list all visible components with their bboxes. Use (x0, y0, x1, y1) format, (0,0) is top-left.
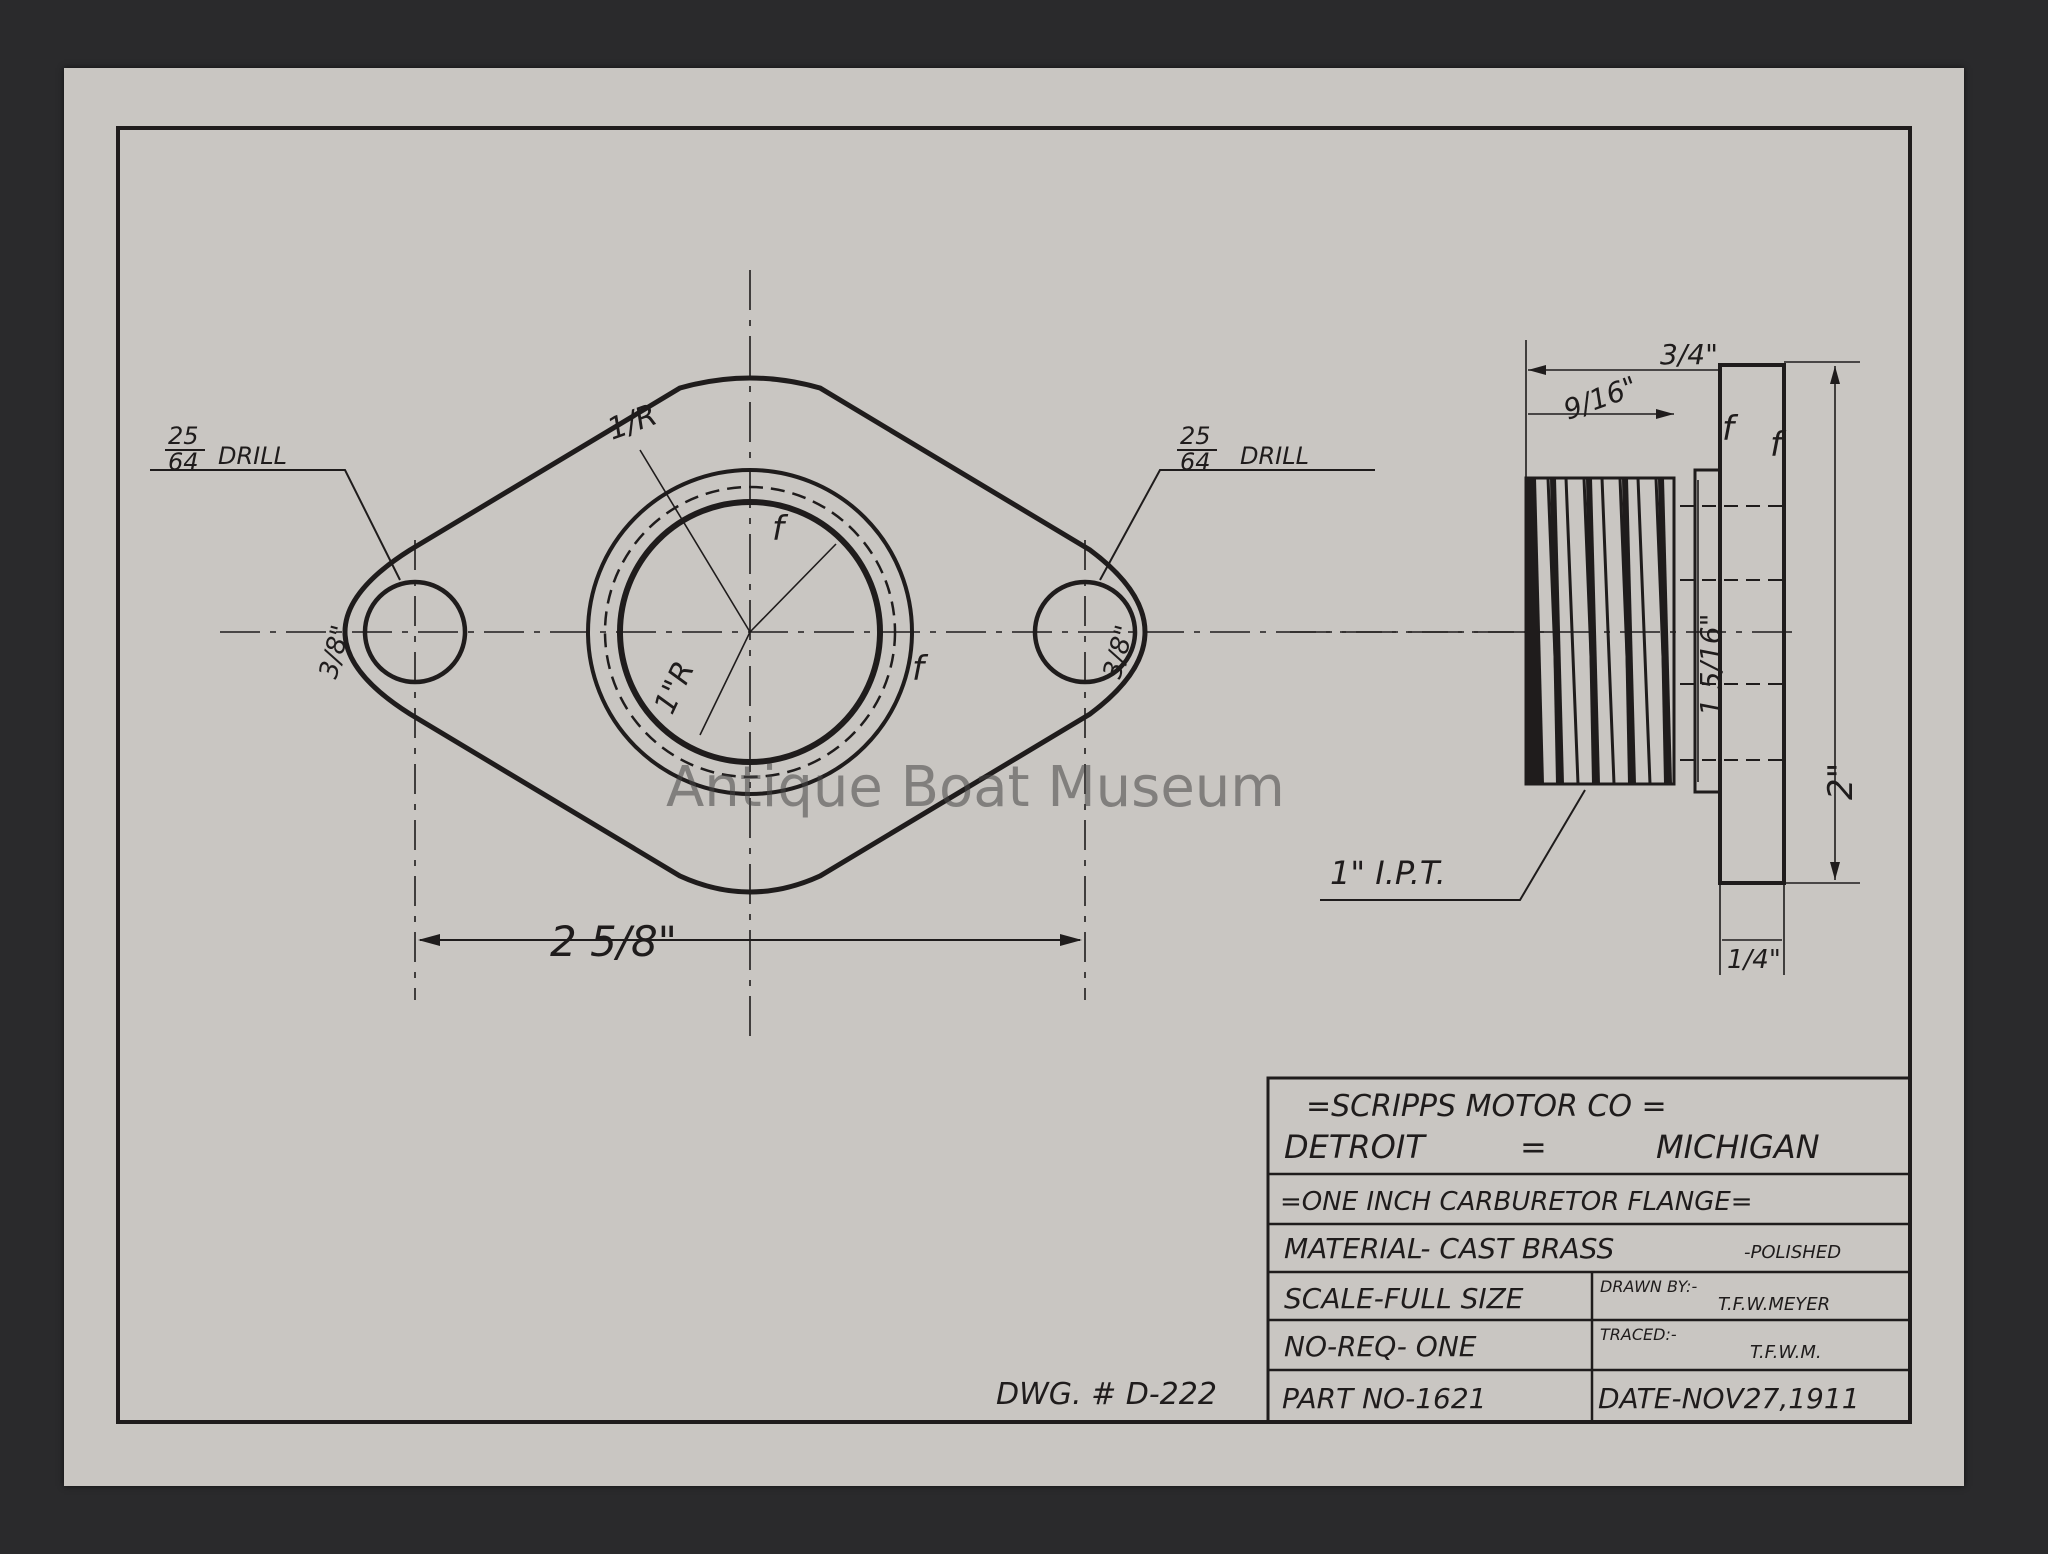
thread-teeth (1526, 478, 1672, 784)
thread-section (1526, 478, 1674, 784)
arrow-side-4 (1830, 862, 1840, 880)
scale-label: SCALE-FULL SIZE (1284, 1282, 1524, 1315)
flange-thickness-label: 1/4" (1727, 945, 1781, 975)
arrow-side-2 (1656, 409, 1674, 419)
required-label: NO-REQ- ONE (1284, 1330, 1477, 1363)
center-spacing-label: 2 5/8" (550, 917, 677, 966)
finish-mark-side-1: f (1722, 409, 1734, 449)
drawn-by-label: DRAWN BY:- (1600, 1277, 1698, 1296)
side-view (1290, 338, 1861, 975)
part-number: PART NO-1621 (1282, 1382, 1487, 1415)
radius-leader-inner (750, 544, 836, 632)
traced-label: TRACED:- (1600, 1325, 1677, 1344)
thread-callout-label: 1" I.P.T. (1330, 854, 1446, 892)
drill-left-denominator: 64 (168, 448, 199, 476)
drill-left-label: DRILL (218, 442, 287, 470)
date-label: DATE-NOV27,1911 (1598, 1382, 1860, 1415)
finish-mark-flange: f (912, 649, 924, 689)
watermark: Antique Boat Museum (666, 755, 1285, 820)
drill-left-numerator: 25 (168, 422, 199, 450)
part-name: =ONE INCH CARBURETOR FLANGE= (1280, 1187, 1753, 1217)
front-view (150, 270, 1560, 1040)
thickness-overall-label: 3/4" (1660, 338, 1718, 371)
traced-name: T.F.W.M. (1750, 1342, 1822, 1363)
radius-outer-label: 1/R (602, 397, 662, 448)
finish-mark-side-2: f (1770, 425, 1782, 465)
company-separator: = (1520, 1128, 1547, 1166)
drill-right-numerator: 25 (1180, 422, 1211, 450)
thread-diameter-label: 1 5/16" (1694, 613, 1727, 716)
drawing-number: DWG. # D-222 (996, 1377, 1217, 1412)
drill-right-label: DRILL (1240, 442, 1309, 470)
arrow-side-1 (1528, 365, 1546, 375)
finish-mark-boss: f (772, 509, 784, 549)
hole-right-radius-label: 3/8" (1097, 622, 1141, 682)
company-city: DETROIT (1284, 1128, 1425, 1166)
arrow-right (1060, 934, 1082, 946)
drill-leader-right (1100, 470, 1375, 580)
company-name: =SCRIPPS MOTOR CO = (1306, 1089, 1667, 1124)
drill-right-denominator: 64 (1180, 448, 1211, 476)
radius-leader-inner-2 (700, 632, 750, 735)
material-finish: -POLISHED (1744, 1242, 1842, 1263)
title-block (1268, 1078, 1910, 1422)
arrow-left (418, 934, 440, 946)
radius-inner-label: 1"R (647, 655, 702, 720)
boss-length-label: 9/16" (1559, 369, 1642, 427)
flange-height-label: 2" (1821, 762, 1861, 800)
drill-leader-left (150, 470, 400, 580)
company-state: MICHIGAN (1656, 1128, 1820, 1166)
material-label: MATERIAL- CAST BRASS (1284, 1232, 1615, 1265)
hole-left-radius-label: 3/8" (313, 622, 357, 682)
drawn-by-name: T.F.W.MEYER (1718, 1294, 1831, 1315)
arrow-side-3 (1830, 366, 1840, 384)
